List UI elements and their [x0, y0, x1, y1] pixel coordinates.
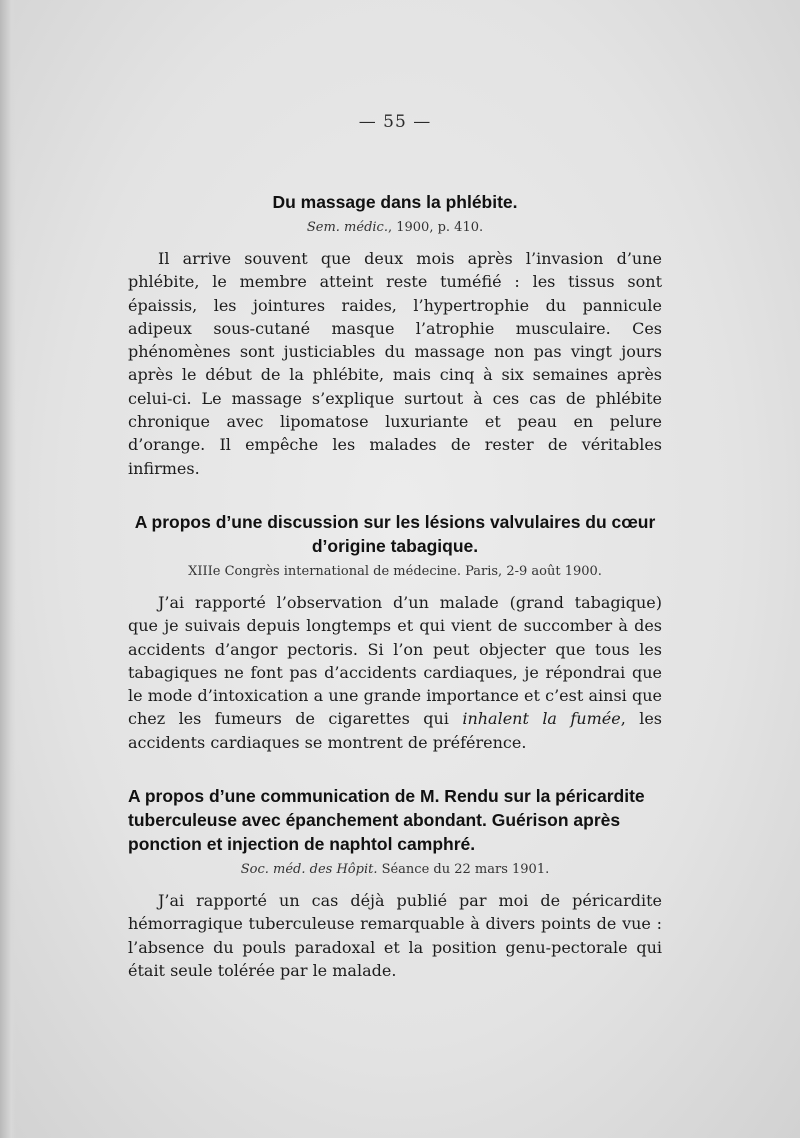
body-text: J’ai rapporté l’observation d’un malade (grand tabagique) que je suivais depuis longtemps et qui vient de succomber à des accidents d’angor pectoris. Si l’on peut objecter que tous les tabagiques ne font pas d’accidents cardiaques, je répondrai que le mode d’intoxication a une grande importance et c’est ainsi que chez les fumeurs de cigarettes qui	[128, 592, 662, 729]
source-details: , 1900, p. 410.	[387, 220, 484, 235]
section-source	[128, 862, 662, 877]
section-body: J’ai rapporté un cas déjà publié par moi de péricardite hémorragique tuberculeuse remarquable à divers points de vue : l’absence du pouls paradoxal et la position genu-pectorale qui était seule tolérée par le malade.	[128, 891, 662, 980]
source-journal: Sem. médic.	[306, 220, 388, 235]
section-tabagique	[128, 510, 662, 754]
section-title: Du massage dans la phlébite.	[272, 192, 518, 212]
body-italic-text: inhalent la fumée	[462, 709, 621, 729]
section-title: A propos d’une communication de M. Rendu sur la péricardite tuberculeuse avec épanchement abondant. Guérison après ponction et injection de naphtol camphré.	[128, 786, 645, 855]
section-source	[128, 220, 662, 235]
section-phlebite	[128, 190, 662, 480]
section-body: Il arrive souvent que deux mois après l’invasion d’une phlébite, le membre atteint reste tuméfié : les tissus sont épaissis, les jointures raides, l’hypertrophie du pannicule adipeux sous-cutané masque l’atrophie musculaire. Ces phénomènes sont justiciables du massage non pas vingt jours après le début de la phlébite, mais cinq à six semaines après celui-ci. Le massage s’explique surtout à ces cas de phlébite chronique avec lipomatose luxuriante et peau en pelure d’orange. Il empêche les malades de rester de véritables infirmes.	[128, 249, 662, 478]
page-number: — 55 —	[358, 112, 432, 132]
page-content	[128, 112, 662, 982]
section-title	[128, 510, 662, 558]
source-journal: Soc. méd. des Hôpit.	[240, 862, 378, 878]
section-body	[128, 591, 662, 754]
page-edge-shadow	[0, 0, 16, 1138]
section-title-line-2: d’origine tabagique.	[311, 535, 479, 556]
source-details: Séance du 22 mars 1901.	[377, 862, 550, 878]
section-title-line-1: A propos d’une discussion sur les lésions valvulaires du cœur	[134, 511, 656, 532]
body-text-end: , les accidents cardiaques se montrent de préférence.	[128, 709, 663, 752]
section-source: XIIIe Congrès international de médecine. Paris, 2-9 août 1900.	[188, 563, 602, 579]
section-pericardite	[128, 784, 662, 982]
